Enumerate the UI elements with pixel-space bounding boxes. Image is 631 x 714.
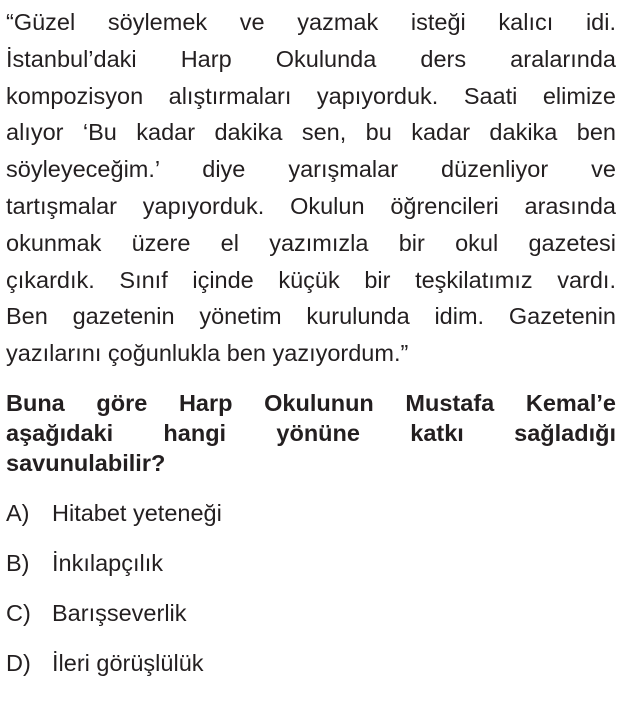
option-letter: B) xyxy=(6,549,30,576)
passage-line: tartışmalar yapıyorduk. Okulun öğrencileri arasında xyxy=(6,192,616,219)
passage-line: Ben gazetenin yönetim kurulunda idim. Gazetenin xyxy=(6,303,616,330)
passage-line: İstanbul’daki Harp Okulunda ders aralarında xyxy=(6,45,616,72)
option-text: İnkılapçılık xyxy=(52,549,164,576)
option-a[interactable] xyxy=(6,498,616,548)
passage-line: çıkardık. Sınıf içinde küçük bir teşkilatımız vardı. xyxy=(6,266,616,293)
option-letter: A) xyxy=(6,499,30,526)
passage-line: okunmak üzere el yazımızla bir okul gazetesi xyxy=(6,229,616,256)
answer-options xyxy=(6,498,616,698)
passage-line: alıyor ‘Bu kadar dakika sen, bu kadar dakika ben xyxy=(6,119,616,146)
option-c[interactable] xyxy=(6,598,616,648)
option-letter: D) xyxy=(6,649,31,676)
option-d[interactable] xyxy=(6,648,616,698)
option-letter: C) xyxy=(6,599,31,626)
option-text: İleri görüşlülük xyxy=(52,649,204,676)
question-line: Buna göre Harp Okulunun Mustafa Kemal’e xyxy=(6,389,616,416)
question-stem xyxy=(6,388,616,478)
passage-line: kompozisyon alıştırmaları yapıyorduk. Saati elimize xyxy=(6,82,616,109)
option-text: Hitabet yeteneği xyxy=(52,499,222,526)
passage-line: yazılarını çoğunlukla ben yazıyordum.” xyxy=(6,340,409,367)
passage-line: “Güzel söylemek ve yazmak isteği kalıcı idi. xyxy=(6,9,616,35)
question-line: aşağıdaki hangi yönüne katkı sağladığı xyxy=(6,419,616,446)
option-text: Barışseverlik xyxy=(52,599,187,626)
question-block xyxy=(6,4,616,698)
passage xyxy=(6,4,616,372)
passage-line: söyleyeceğim.’ diye yarışmalar düzenliyor ve xyxy=(6,156,616,183)
option-b[interactable] xyxy=(6,548,616,598)
question-line: savunulabilir? xyxy=(6,449,166,476)
